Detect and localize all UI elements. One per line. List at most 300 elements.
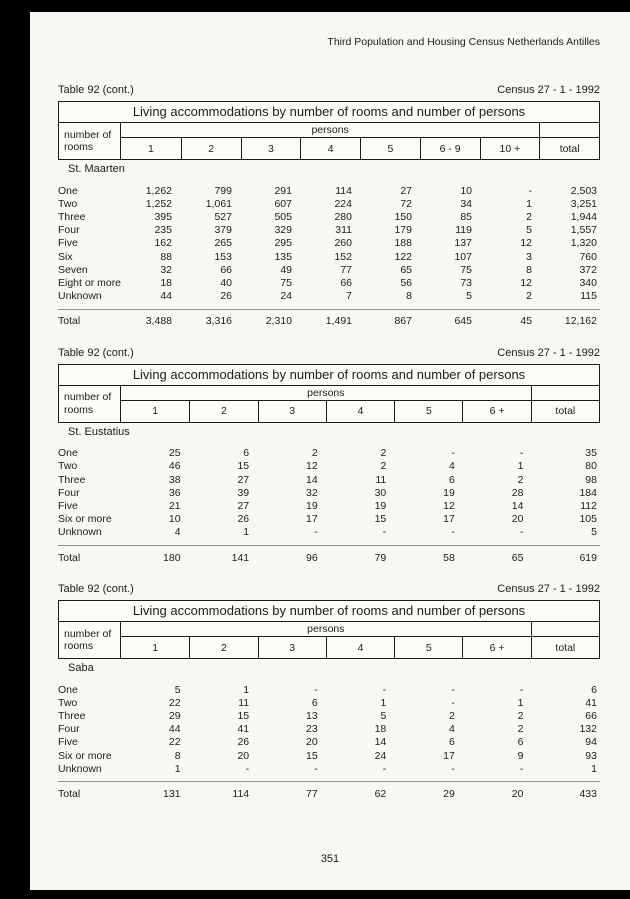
cell-value: 179	[394, 224, 412, 237]
cell-value: 2	[517, 709, 524, 722]
cell-value: 112	[580, 500, 597, 513]
cell-value: 85	[460, 210, 472, 223]
cell-value: 22	[168, 736, 181, 749]
cell-value: 1,320	[570, 237, 597, 250]
cell-value: 395	[154, 210, 172, 223]
cell-value: -	[519, 447, 524, 460]
cell-value: -	[519, 683, 524, 696]
cell-value: 23	[306, 723, 318, 736]
column-header: 5	[394, 637, 462, 658]
cell-value: 7	[346, 290, 352, 303]
row-label: Five	[58, 736, 78, 749]
total-separator-line	[58, 781, 600, 782]
column-header: 6 - 9	[420, 138, 480, 159]
table-row	[58, 786, 600, 801]
row-label: Two	[58, 696, 78, 709]
scan-edge-left	[0, 0, 30, 899]
table-header-grid	[59, 123, 599, 159]
table-row	[58, 709, 600, 722]
rooms-header-line2: rooms	[64, 403, 94, 416]
cell-value: -	[528, 184, 532, 197]
row-label: Two	[58, 197, 78, 210]
cell-value: 260	[334, 237, 352, 250]
cell-value: 72	[400, 197, 412, 210]
census-table-section-st-maarten	[58, 84, 600, 329]
cell-value: 24	[280, 290, 292, 303]
cell-value: 2	[526, 290, 532, 303]
table-total-row	[58, 550, 600, 565]
cell-value: 1,262	[145, 184, 172, 197]
row-label: Three	[58, 709, 86, 722]
cell-value: 619	[579, 551, 597, 564]
cell-value: 6	[449, 736, 455, 749]
cell-value: 131	[163, 787, 181, 800]
table-header-box	[58, 600, 600, 659]
cell-value: 40	[220, 276, 232, 289]
row-label: Six	[58, 250, 73, 263]
cell-value: 5	[526, 224, 532, 237]
cell-value: 527	[214, 210, 232, 223]
column-header: 3	[258, 637, 326, 658]
region-label: St. Eustatius	[68, 425, 130, 438]
table-title: Living accommodations by number of rooms and number of persons	[59, 601, 599, 622]
cell-value: 141	[231, 551, 250, 564]
cell-value: -	[314, 762, 318, 775]
cell-value: -	[314, 683, 318, 696]
cell-value: 12	[306, 460, 318, 473]
row-label: Total	[58, 315, 81, 328]
cell-value: 2	[517, 723, 524, 736]
cell-value: 19	[374, 500, 387, 513]
column-header: 4	[300, 138, 360, 159]
cell-value: 17	[306, 513, 318, 526]
cell-value: 32	[160, 263, 172, 276]
cell-value: 295	[274, 237, 292, 250]
table-total-row	[58, 314, 600, 329]
table-meta-row	[58, 347, 600, 359]
cell-value: 21	[168, 500, 181, 513]
cell-value: 44	[168, 723, 181, 736]
cell-value: -	[245, 762, 250, 775]
cell-value: 20	[237, 749, 250, 762]
column-header: 5	[360, 138, 420, 159]
cell-value: 2	[380, 460, 387, 473]
cell-value: 115	[580, 290, 597, 303]
cell-value: 88	[160, 250, 172, 263]
table-row	[58, 237, 600, 250]
row-label: Unknown	[58, 762, 102, 775]
cell-value: 32	[306, 486, 318, 499]
cell-value: 1	[380, 696, 387, 709]
cell-value: -	[451, 447, 455, 460]
table-row	[58, 749, 600, 762]
table-row	[58, 513, 600, 526]
cell-value: 152	[334, 250, 352, 263]
cell-value: 29	[443, 787, 455, 800]
column-header: 2	[189, 401, 257, 422]
cell-value: -	[382, 683, 387, 696]
cell-value: 150	[394, 210, 412, 223]
table-label: Table 92 (cont.)	[58, 84, 134, 96]
cell-value: 35	[585, 447, 597, 460]
cell-value: 329	[274, 224, 292, 237]
column-header: 4	[326, 401, 394, 422]
region-label: Saba	[68, 662, 94, 674]
cell-value: 66	[585, 709, 597, 722]
table-total-row	[58, 786, 600, 801]
cell-value: -	[314, 526, 318, 539]
cell-value: 1	[517, 696, 524, 709]
cell-value: 5	[591, 526, 597, 539]
table-rows	[58, 683, 600, 775]
cell-value: 18	[160, 276, 172, 289]
table-header-box	[58, 364, 600, 423]
table-row	[58, 276, 600, 289]
cell-value: 3	[526, 250, 532, 263]
cell-value: 2	[380, 447, 387, 460]
rooms-header-line1: number of	[64, 128, 112, 141]
cell-value: 20	[511, 513, 524, 526]
cell-value: 65	[400, 263, 412, 276]
cell-value: 8	[526, 263, 532, 276]
cell-value: 6	[517, 736, 524, 749]
cell-value: 3,316	[205, 315, 232, 328]
cell-value: 58	[443, 551, 455, 564]
cell-value: 114	[335, 184, 352, 197]
row-label: Five	[58, 237, 78, 250]
cell-value: 11	[375, 473, 387, 486]
row-label: Total	[58, 787, 81, 800]
census-table-section-st-eustatius	[58, 347, 600, 565]
table-row	[58, 736, 600, 749]
region-label: St. Maarten	[68, 163, 125, 175]
column-header: 10 +	[480, 138, 540, 159]
cell-value: 77	[340, 263, 352, 276]
cell-value: 38	[168, 473, 181, 486]
cell-value: 45	[520, 315, 532, 328]
table-title: Living accommodations by number of rooms and number of persons	[59, 102, 599, 123]
cell-value: 66	[220, 263, 232, 276]
column-header: 6 +	[462, 401, 530, 422]
cell-value: -	[382, 762, 387, 775]
cell-value: 867	[394, 315, 412, 328]
cell-value: 19	[443, 486, 455, 499]
cell-value: 505	[274, 210, 292, 223]
table-row	[58, 290, 600, 303]
cell-value: 14	[511, 500, 524, 513]
cell-value: 20	[306, 736, 318, 749]
rooms-header-line2: rooms	[64, 141, 94, 153]
column-header: total	[531, 637, 599, 658]
rooms-header-line1: number of	[64, 391, 112, 404]
table-row	[58, 224, 600, 237]
page-content	[58, 0, 600, 801]
cell-value: 26	[237, 736, 250, 749]
census-date-label: Census 27 - 1 - 1992	[497, 84, 600, 96]
cell-value: 96	[306, 551, 318, 564]
column-header: 2	[189, 637, 257, 658]
cell-value: 46	[168, 460, 181, 473]
cell-value: 153	[214, 250, 232, 263]
cell-value: 2	[517, 473, 524, 486]
cell-value: 1,557	[570, 224, 597, 237]
cell-value: 12	[443, 500, 455, 513]
cell-value: 162	[154, 237, 172, 250]
cell-value: 41	[585, 696, 597, 709]
table-row	[58, 723, 600, 736]
cell-value: 27	[400, 184, 412, 197]
total-header-spacer	[531, 622, 599, 637]
column-header: 1	[147, 142, 154, 155]
cell-value: 17	[443, 749, 455, 762]
table-row	[58, 499, 600, 512]
cell-value: 34	[460, 197, 472, 210]
cell-value: 10	[168, 513, 181, 526]
cell-value: 93	[585, 749, 597, 762]
cell-value: 26	[237, 513, 250, 526]
row-label: Total	[58, 551, 81, 564]
table-meta-row	[58, 84, 600, 96]
row-label: Eight or more	[58, 276, 122, 289]
cell-value: 224	[334, 197, 352, 210]
cell-value: 122	[394, 250, 412, 263]
table-row	[58, 683, 600, 696]
rooms-header-cell	[59, 622, 121, 658]
cell-value: 2	[311, 447, 318, 460]
table-row	[58, 550, 600, 565]
table-rows	[58, 184, 600, 303]
scan-edge-bottom	[0, 890, 630, 899]
rooms-header-cell	[59, 123, 121, 159]
cell-value: 25	[168, 447, 181, 460]
cell-value: 13	[306, 709, 318, 722]
table-row	[58, 762, 600, 775]
table-row	[58, 314, 600, 329]
cell-value: 17	[443, 513, 455, 526]
column-header: total	[539, 138, 599, 159]
table-header-grid	[59, 622, 599, 658]
cell-value: 1	[526, 197, 532, 210]
cell-value: -	[451, 526, 455, 539]
cell-value: 10	[460, 184, 472, 197]
table-row	[58, 486, 600, 499]
cell-value: 1,491	[325, 315, 352, 328]
row-label: One	[58, 683, 78, 696]
cell-value: -	[519, 526, 524, 539]
row-label: Unknown	[58, 290, 102, 303]
row-label: Seven	[58, 263, 88, 276]
cell-value: 265	[214, 237, 232, 250]
cell-value: 1	[243, 683, 250, 696]
cell-value: 73	[460, 276, 472, 289]
cell-value: 9	[517, 749, 524, 762]
census-date-label: Census 27 - 1 - 1992	[497, 583, 600, 595]
column-header: 3	[258, 401, 326, 422]
document-header: Third Population and Housing Census Netherlands Antilles	[327, 36, 600, 48]
total-header-spacer	[539, 123, 599, 138]
cell-value: 433	[579, 787, 597, 800]
cell-value: 22	[168, 696, 181, 709]
cell-value: 119	[455, 224, 472, 237]
cell-value: 18	[374, 723, 387, 736]
column-header: total	[531, 401, 599, 422]
cell-value: 30	[374, 486, 387, 499]
row-label: Four	[58, 486, 80, 499]
cell-value: 80	[585, 460, 597, 473]
cell-value: 2,310	[265, 315, 292, 328]
column-header: 5	[394, 401, 462, 422]
cell-value: 5	[174, 683, 181, 696]
table-label: Table 92 (cont.)	[58, 583, 134, 595]
cell-value: 15	[306, 749, 318, 762]
cell-value: 4	[174, 526, 181, 539]
row-label: Six or more	[58, 513, 112, 526]
cell-value: 79	[374, 551, 387, 564]
cell-value: 75	[460, 263, 472, 276]
cell-value: 11	[238, 696, 250, 709]
table-title: Living accommodations by number of rooms and number of persons	[59, 365, 599, 386]
cell-value: 1,061	[205, 197, 232, 210]
column-header: 1	[152, 641, 159, 654]
column-header: 6 +	[462, 637, 530, 658]
cell-value: 8	[406, 290, 412, 303]
cell-value: 4	[449, 723, 455, 736]
cell-value: 645	[454, 315, 472, 328]
cell-value: 12	[520, 276, 532, 289]
cell-value: -	[451, 762, 455, 775]
table-row	[58, 263, 600, 276]
row-label: Four	[58, 224, 80, 237]
column-header: 3	[241, 138, 301, 159]
rooms-header-line1: number of	[64, 627, 112, 640]
row-label: Three	[58, 473, 86, 486]
cell-value: 20	[511, 787, 524, 800]
cell-value: 29	[168, 709, 181, 722]
row-label: Unknown	[58, 526, 102, 539]
table-row	[58, 696, 600, 709]
cell-value: 27	[237, 500, 250, 513]
cell-value: 107	[454, 250, 472, 263]
cell-value: 114	[232, 787, 250, 800]
column-header: 2	[181, 138, 241, 159]
total-separator-line	[58, 309, 600, 310]
cell-value: 291	[274, 184, 292, 197]
cell-value: 36	[168, 486, 181, 499]
cell-value: -	[451, 683, 455, 696]
cell-value: 12,162	[564, 315, 597, 328]
cell-value: 3,251	[570, 197, 597, 210]
row-label: One	[58, 447, 78, 460]
cell-value: 98	[585, 473, 597, 486]
table-row	[58, 184, 600, 197]
row-label: One	[58, 184, 78, 197]
cell-value: 799	[214, 184, 232, 197]
cell-value: 372	[579, 263, 597, 276]
cell-value: 311	[335, 224, 352, 237]
cell-value: 62	[374, 787, 387, 800]
persons-header-cell: persons	[121, 622, 531, 637]
cell-value: 5	[380, 709, 387, 722]
row-label: Three	[58, 210, 86, 223]
table-row	[58, 526, 600, 539]
cell-value: 14	[306, 473, 318, 486]
cell-value: 1	[591, 762, 597, 775]
page-number: 351	[320, 853, 340, 865]
cell-value: 65	[511, 551, 524, 564]
cell-value: 105	[579, 513, 597, 526]
cell-value: 41	[237, 723, 250, 736]
cell-value: 135	[274, 250, 292, 263]
total-header-spacer	[531, 386, 599, 401]
cell-value: 180	[163, 551, 181, 564]
row-label: Four	[58, 723, 80, 736]
persons-header-cell: persons	[121, 123, 539, 138]
cell-value: -	[382, 526, 387, 539]
cell-value: 1	[174, 762, 181, 775]
cell-value: 1,944	[570, 210, 597, 223]
cell-value: 5	[466, 290, 472, 303]
persons-header-cell: persons	[121, 386, 531, 401]
cell-value: 340	[579, 276, 597, 289]
rooms-header-cell	[59, 386, 121, 422]
cell-value: 26	[220, 290, 232, 303]
cell-value: 66	[340, 276, 352, 289]
cell-value: 2	[449, 709, 455, 722]
cell-value: 15	[237, 460, 250, 473]
table-meta-row	[58, 583, 600, 595]
cell-value: 184	[579, 486, 597, 499]
cell-value: 28	[511, 486, 524, 499]
table-row	[58, 473, 600, 486]
cell-value: 188	[394, 237, 412, 250]
table-header-grid	[59, 386, 599, 422]
cell-value: 75	[280, 276, 292, 289]
cell-value: -	[451, 696, 455, 709]
cell-value: 4	[449, 460, 455, 473]
cell-value: 12	[520, 237, 532, 250]
cell-value: 27	[237, 473, 250, 486]
rooms-header-line2: rooms	[64, 640, 94, 652]
cell-value: 132	[579, 723, 597, 736]
cell-value: 1,252	[145, 197, 172, 210]
column-header: 4	[326, 637, 394, 658]
cell-value: 3,488	[145, 315, 172, 328]
table-row	[58, 197, 600, 210]
cell-value: 8	[174, 749, 181, 762]
cell-value: 379	[214, 224, 232, 237]
cell-value: 6	[591, 683, 597, 696]
table-rows	[58, 447, 600, 539]
cell-value: 6	[243, 447, 250, 460]
cell-value: 607	[274, 197, 292, 210]
row-label: Five	[58, 500, 78, 513]
census-table-section-saba	[58, 583, 600, 801]
row-label: Two	[58, 460, 78, 473]
cell-value: 14	[374, 736, 387, 749]
cell-value: 44	[160, 290, 172, 303]
row-label: Six or more	[58, 749, 112, 762]
cell-value: 6	[311, 696, 318, 709]
table-row	[58, 447, 600, 460]
cell-value: 235	[154, 224, 172, 237]
cell-value: 15	[374, 513, 387, 526]
cell-value: 24	[374, 749, 387, 762]
cell-value: 6	[449, 473, 455, 486]
table-header-box	[58, 101, 600, 160]
cell-value: 15	[237, 709, 250, 722]
cell-value: -	[519, 762, 524, 775]
cell-value: 1	[517, 460, 524, 473]
